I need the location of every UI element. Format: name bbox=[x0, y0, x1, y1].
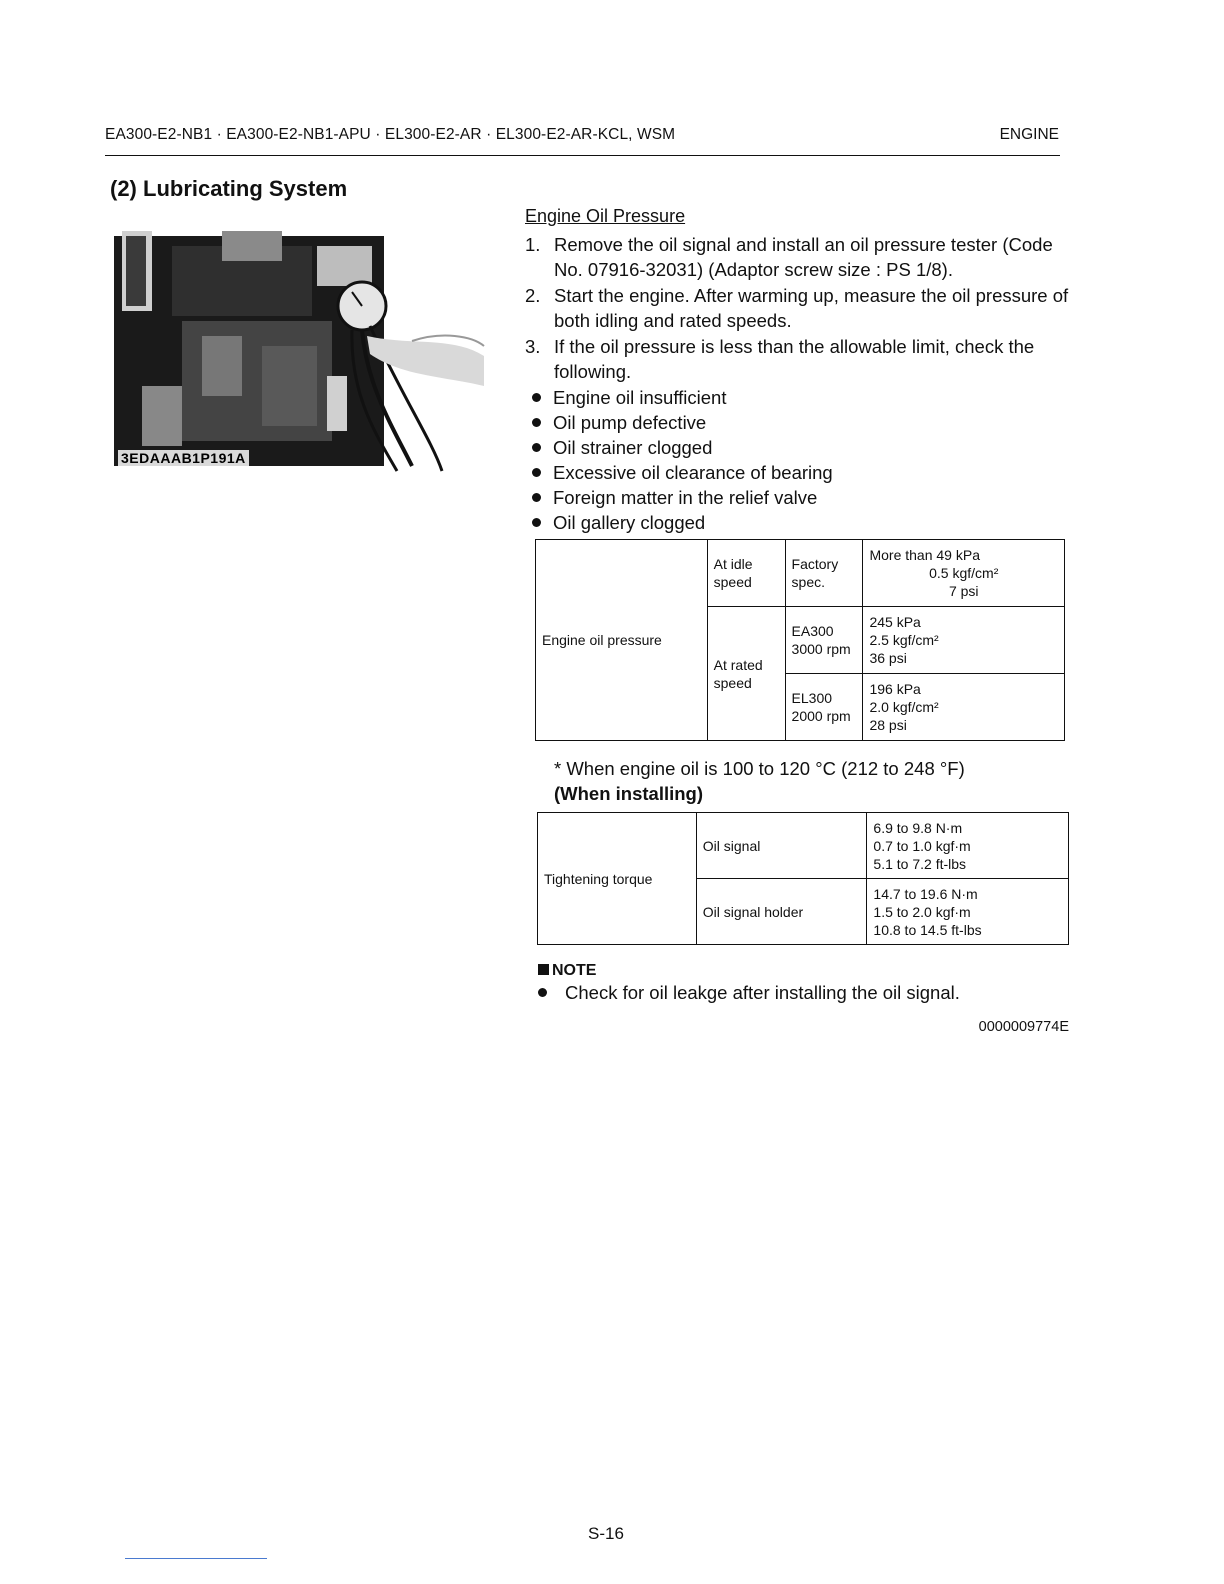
header-divider bbox=[105, 155, 1060, 156]
document-code: 0000009774E bbox=[978, 1019, 1069, 1035]
oil-pressure-spec-table bbox=[535, 539, 1065, 741]
bottom-divider bbox=[125, 1558, 267, 1559]
step-text: Remove the oil signal and install an oil pressure tester (Code No. 07916-32031) (Adaptor screw size : PS 1/8). bbox=[554, 234, 1053, 280]
check-item: Engine oil insufficient bbox=[532, 385, 726, 410]
spec-item: Engine oil pressure bbox=[536, 540, 708, 741]
check-item: Oil pump defective bbox=[532, 410, 706, 435]
tightening-torque-table bbox=[537, 812, 1069, 945]
step-3 bbox=[525, 334, 1070, 384]
step-number: 2. bbox=[525, 285, 541, 306]
torque-part: Oil signal bbox=[696, 813, 867, 879]
torque-item: Tightening torque bbox=[538, 813, 697, 945]
photo-caption: 3EDAAAB1P191A bbox=[118, 450, 249, 466]
step-number: 3. bbox=[525, 336, 541, 357]
check-item: Excessive oil clearance of bearing bbox=[532, 460, 833, 485]
check-item: Foreign matter in the relief valve bbox=[532, 485, 817, 510]
step-number: 1. bbox=[525, 234, 541, 255]
ea300-value: 245 kPa 2.5 kgf/cm² 36 psi bbox=[863, 607, 1065, 674]
el300-rpm-label: EL300 2000 rpm bbox=[785, 674, 863, 741]
note-label: NOTE bbox=[538, 962, 596, 980]
page-number: S-16 bbox=[588, 1524, 624, 1543]
factory-spec-label: Factory spec. bbox=[785, 540, 863, 607]
torque-value: 14.7 to 19.6 N·m 1.5 to 2.0 kgf·m 10.8 to 14.5 ft-lbs bbox=[867, 879, 1069, 945]
bullet-icon bbox=[532, 393, 541, 402]
engine-oil-pressure-photo bbox=[112, 226, 487, 476]
step-2 bbox=[525, 283, 1070, 333]
note-square-icon bbox=[538, 964, 549, 975]
section-title: (2) Lubricating System bbox=[110, 176, 348, 201]
check-item: Oil gallery clogged bbox=[532, 510, 705, 535]
torque-part: Oil signal holder bbox=[696, 879, 867, 945]
bullet-icon bbox=[538, 988, 547, 997]
when-installing-heading: (When installing) bbox=[554, 783, 704, 804]
rated-speed-label: At rated speed bbox=[707, 607, 785, 741]
subheading-engine-oil-pressure: Engine Oil Pressure bbox=[525, 206, 686, 226]
bullet-icon bbox=[532, 468, 541, 477]
ea300-rpm-label: EA300 3000 rpm bbox=[785, 607, 863, 674]
step-text: Start the engine. After warming up, measure the oil pressure of both idling and rated speeds. bbox=[554, 285, 1069, 331]
step-1 bbox=[525, 232, 1070, 282]
bullet-icon bbox=[532, 418, 541, 427]
torque-value: 6.9 to 9.8 N·m 0.7 to 1.0 kgf·m 5.1 to 7.2 ft-lbs bbox=[867, 813, 1069, 879]
header-models: EA300-E2-NB1 · EA300-E2-NB1-APU · EL300-E2-AR · EL300-E2-AR-KCL, WSM bbox=[105, 126, 676, 143]
check-item: Oil strainer clogged bbox=[532, 435, 712, 460]
note-text: Check for oil leakge after installing the oil signal. bbox=[538, 982, 960, 1004]
idle-speed-value: More than 49 kPa 0.5 kgf/cm² 7 psi bbox=[863, 540, 1065, 607]
el300-value: 196 kPa 2.0 kgf/cm² 28 psi bbox=[863, 674, 1065, 741]
bullet-icon bbox=[532, 493, 541, 502]
bullet-icon bbox=[532, 443, 541, 452]
header-section: ENGINE bbox=[999, 126, 1059, 143]
step-text: If the oil pressure is less than the allowable limit, check the following. bbox=[554, 336, 1035, 382]
bullet-icon bbox=[532, 518, 541, 527]
idle-speed-label: At idle speed bbox=[707, 540, 785, 607]
temperature-footnote: * When engine oil is 100 to 120 °C (212 to 248 °F) bbox=[554, 758, 965, 779]
